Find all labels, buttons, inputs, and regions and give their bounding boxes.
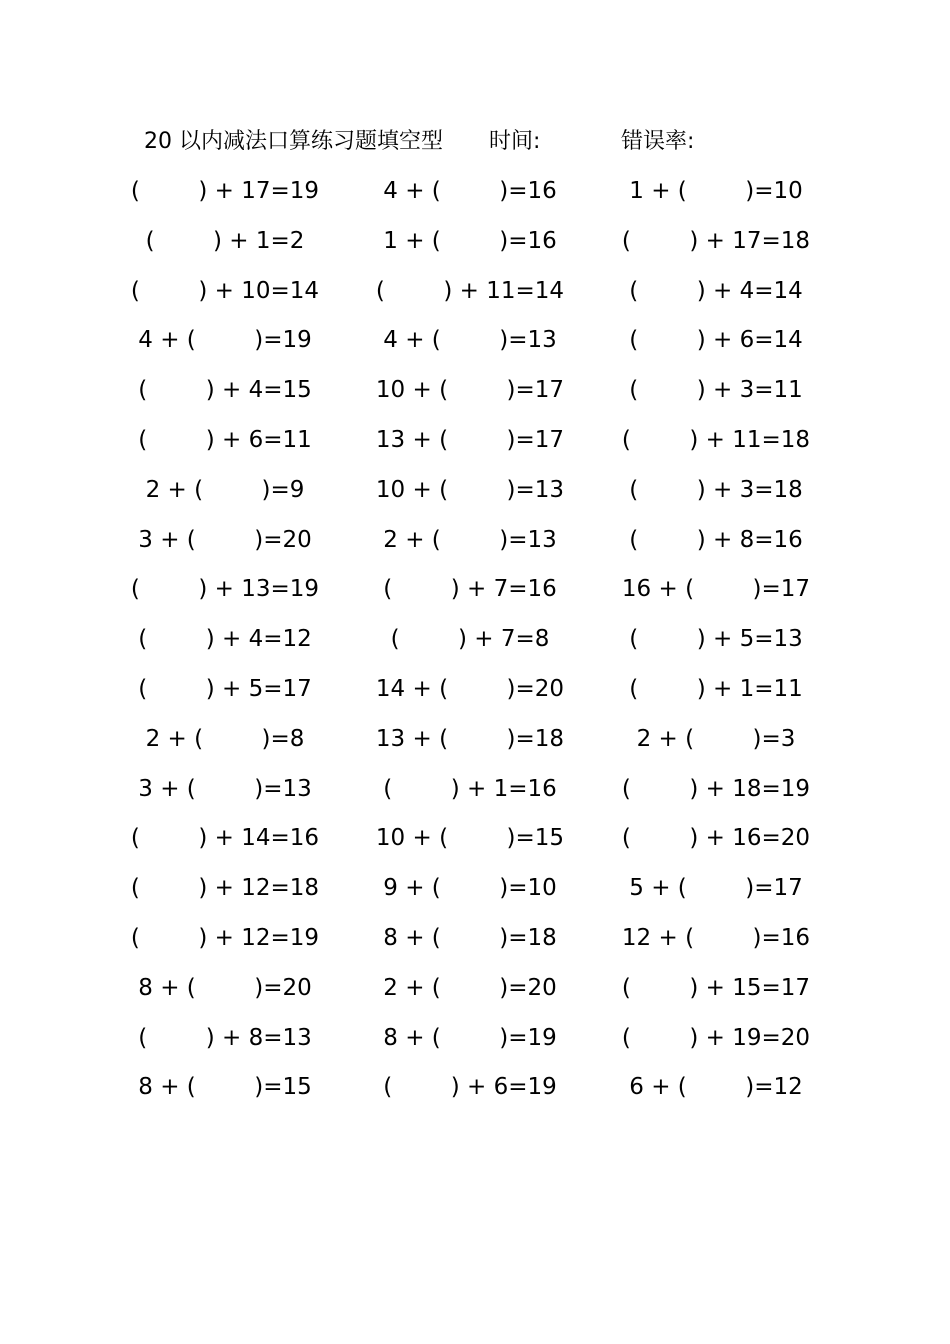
problem-row bbox=[0, 523, 950, 573]
problem-row bbox=[0, 971, 950, 1021]
problem-item: 10 + ( )=17 bbox=[375, 377, 565, 404]
worksheet-title: 20 以内减法口算练习题填空型 bbox=[144, 129, 443, 154]
problem-item: ( ) + 11=18 bbox=[621, 426, 811, 453]
problem-item: 8 + ( )=15 bbox=[138, 1074, 312, 1101]
problem-item: 8 + ( )=19 bbox=[383, 1024, 557, 1051]
problem-item: ( ) + 4=15 bbox=[138, 377, 312, 404]
problem-item: 8 + ( )=20 bbox=[138, 974, 312, 1001]
problem-item: ( ) + 7=8 bbox=[390, 626, 550, 653]
problem-item: 3 + ( )=20 bbox=[138, 526, 312, 553]
problem-row bbox=[0, 1070, 950, 1120]
problem-item: 14 + ( )=20 bbox=[375, 675, 565, 702]
problem-item: ( ) + 8=16 bbox=[629, 526, 803, 553]
problem-item: ( ) + 10=14 bbox=[130, 277, 320, 304]
problem-row bbox=[0, 174, 950, 224]
problem-item: ( ) + 15=17 bbox=[621, 974, 811, 1001]
problem-item: ( ) + 4=12 bbox=[138, 626, 312, 653]
problem-item: ( ) + 5=13 bbox=[629, 626, 803, 653]
problem-row bbox=[0, 373, 950, 423]
problem-item: 2 + ( )=20 bbox=[383, 974, 557, 1001]
problem-item: ( ) + 17=19 bbox=[130, 178, 320, 204]
problem-item: 2 + ( )=8 bbox=[145, 725, 305, 752]
problem-row bbox=[0, 871, 950, 921]
problem-item: 16 + ( )=17 bbox=[621, 576, 811, 603]
problem-row bbox=[0, 672, 950, 722]
problem-row bbox=[0, 423, 950, 473]
error-rate-label: 错误率: bbox=[621, 129, 695, 154]
problem-row bbox=[0, 274, 950, 324]
problem-item: 2 + ( )=3 bbox=[636, 725, 796, 752]
problem-row bbox=[0, 722, 950, 772]
problem-row bbox=[0, 821, 950, 871]
problem-item: 2 + ( )=13 bbox=[383, 526, 557, 553]
problem-item: ( ) + 14=16 bbox=[130, 825, 320, 852]
problem-row bbox=[0, 572, 950, 622]
problem-item: 8 + ( )=18 bbox=[383, 924, 557, 951]
problem-item: 9 + ( )=10 bbox=[383, 875, 557, 902]
problem-item: ( ) + 19=20 bbox=[621, 1024, 811, 1051]
problem-item: ( ) + 7=16 bbox=[383, 576, 557, 603]
problem-item: ( ) + 12=19 bbox=[130, 924, 320, 951]
problem-item: 10 + ( )=13 bbox=[375, 476, 565, 503]
problem-row bbox=[0, 921, 950, 971]
problem-item: ( ) + 18=19 bbox=[621, 775, 811, 802]
problem-item: 4 + ( )=16 bbox=[383, 178, 557, 204]
problem-item: 6 + ( )=12 bbox=[629, 1074, 803, 1101]
problem-item: ( ) + 13=19 bbox=[130, 576, 320, 603]
problem-grid bbox=[0, 174, 950, 1120]
problem-item: ( ) + 12=18 bbox=[130, 875, 320, 902]
problem-item: 1 + ( )=16 bbox=[383, 227, 557, 254]
problem-item: 1 + ( )=10 bbox=[629, 178, 803, 204]
problem-item: ( ) + 3=18 bbox=[629, 476, 803, 503]
problem-item: 13 + ( )=18 bbox=[375, 725, 565, 752]
problem-item: ( ) + 6=11 bbox=[138, 426, 312, 453]
problem-item: 3 + ( )=13 bbox=[138, 775, 312, 802]
problem-row bbox=[0, 323, 950, 373]
problem-item: ( ) + 6=14 bbox=[629, 327, 803, 354]
problem-item: ( ) + 1=11 bbox=[629, 675, 803, 702]
problem-item: ( ) + 6=19 bbox=[383, 1074, 557, 1101]
problem-item: 10 + ( )=15 bbox=[375, 825, 565, 852]
problem-item: ( ) + 3=11 bbox=[629, 377, 803, 404]
problem-row bbox=[0, 1021, 950, 1071]
worksheet-header bbox=[0, 126, 950, 158]
problem-item: ( ) + 17=18 bbox=[621, 227, 811, 254]
problem-item: ( ) + 8=13 bbox=[138, 1024, 312, 1051]
problem-item: 5 + ( )=17 bbox=[629, 875, 803, 902]
problem-item: ( ) + 11=14 bbox=[375, 277, 565, 304]
problem-row bbox=[0, 473, 950, 523]
problem-item: 2 + ( )=9 bbox=[145, 476, 305, 503]
time-label: 时间: bbox=[489, 129, 541, 154]
problem-item: ( ) + 1=16 bbox=[383, 775, 557, 802]
problem-item: ( ) + 5=17 bbox=[138, 675, 312, 702]
problem-item: ( ) + 4=14 bbox=[629, 277, 803, 304]
problem-item: ( ) + 1=2 bbox=[145, 227, 305, 254]
problem-item: ( ) + 16=20 bbox=[621, 825, 811, 852]
problem-item: 4 + ( )=13 bbox=[383, 327, 557, 354]
problem-row bbox=[0, 772, 950, 822]
problem-item: 12 + ( )=16 bbox=[621, 924, 811, 951]
problem-row bbox=[0, 224, 950, 274]
problem-item: 4 + ( )=19 bbox=[138, 327, 312, 354]
problem-item: 13 + ( )=17 bbox=[375, 426, 565, 453]
problem-row bbox=[0, 622, 950, 672]
